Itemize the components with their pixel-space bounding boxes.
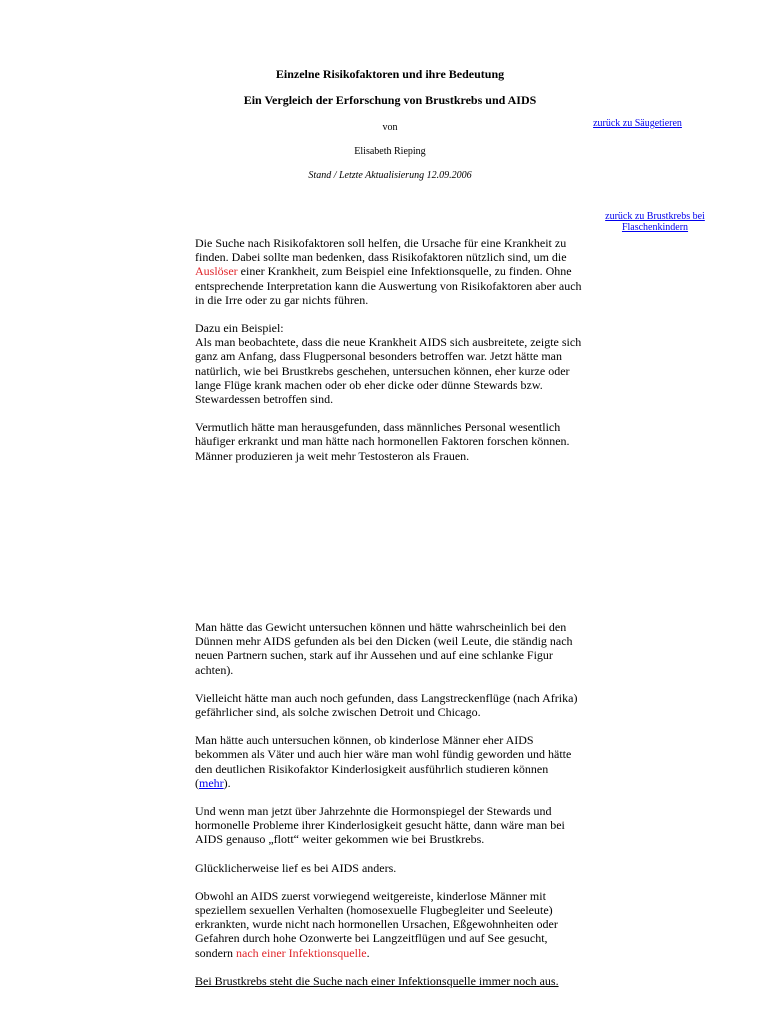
main-section xyxy=(195,620,585,988)
infection-highlight: nach einer Infektionsquelle xyxy=(236,945,367,960)
last-updated: Stand / Letzte Aktualisierung 12.09.2006 xyxy=(308,170,472,181)
example-heading: Dazu ein Beispiel: xyxy=(195,321,284,336)
back-to-mammals-link[interactable]: zurück zu Säugetieren xyxy=(593,118,682,129)
page-title: Einzelne Risikofaktoren und ihre Bedeutung xyxy=(275,67,505,81)
trigger-highlight: Auslöser xyxy=(195,264,238,279)
paragraph-childless: Man hätte auch untersuchen können, ob kinderlose Männer eher AIDS bekommen als Väter und auch hier wäre man wohl fündig geworden und hätte den deutlichen Risikofaktor Kinderlosigkeit ausführlich studieren können (mehr). xyxy=(195,733,572,790)
more-link[interactable]: mehr xyxy=(199,775,224,790)
back-to-bottle-fed-link[interactable] xyxy=(590,211,720,233)
back-to-bottle-fed-line2: Flaschenkindern xyxy=(621,222,689,233)
paragraph-long-haul: Vielleicht hätte man auch noch gefunden, dass Langstreckenflüge (nach Afrika) gefährlicher sind, als solche zwischen Detroit und Chicago. xyxy=(195,690,578,720)
author-name: Elisabeth Rieping xyxy=(354,146,426,157)
paragraph-weight: Man hätte das Gewicht untersuchen können und hätte wahrscheinlich bei den Dünnen mehr AIDS gefunden als bei den Dicken (weil Leute, die ständig nach neuen Partnern suchen, stark auf ihr Aussehen und auf eine schlanke Figur achten). xyxy=(195,620,573,677)
paragraph-fortunately: Glücklicherweise lief es bei AIDS anders. xyxy=(195,860,397,875)
page-subtitle: Ein Vergleich der Erforschung von Brustkrebs und AIDS xyxy=(243,93,537,107)
byline-von: von xyxy=(382,122,398,133)
paragraph-hormones: Und wenn man jetzt über Jahrzehnte die Hormonspiegel der Stewards und hormonelle Probleme ihrer Kinderlosigkeit gesucht hätte, dann wäre man bei AIDS genauso „flott“ weiter gekommen wie bei Brustkrebs. xyxy=(195,804,565,847)
paragraph-testosterone: Vermutlich hätte man herausgefunden, dass männliches Personal wesentlich häufiger erkrankt und man hätte nach hormonellen Faktoren forschen können. Männer produzieren ja weit mehr Testosteron als Frauen. xyxy=(195,420,570,463)
paragraph-conclusion: Bei Brustkrebs steht die Suche nach einer Infektionsquelle immer noch aus. xyxy=(195,973,559,988)
paragraph-risk-factors: Die Suche nach Risikofaktoren soll helfen, die Ursache für eine Krankheit zu finden. Dabei sollte man bedenken, dass Risikofaktoren nützlich sind, um die Auslöser einer Krankheit, zum Beispiel eine Infektionsquelle, zu finden. Ohne entsprechende Interpretation kann die Auswertung von Risikofaktoren aber auch in die Irre oder zu gar nichts führen. xyxy=(195,236,582,307)
intro-section xyxy=(195,236,585,463)
paragraph-infection-source: Obwohl an AIDS zuerst vorwiegend weitgereiste, kinderlose Männer mit speziellem sexuellen Verhalten (homosexuelle Flugbegleiter und Seeleute) erkrankten, wurde nicht nach hormonellen Ursachen, Eßgewohnheiten oder Gefahren durch hohe Ozonwerte bei Langzeitflügen und auf See gesucht, sondern nach einer Infektionsquelle. xyxy=(195,888,558,960)
back-to-bottle-fed-line1: zurück zu Brustkrebs bei xyxy=(605,211,705,222)
paragraph-example: Dazu ein Beispiel: Als man beobachtete, dass die neue Krankheit AIDS sich ausbreitete, zeigte sich ganz am Anfang, dass Flugpersonal besonders betroffen war. Jetzt hätte man natürlich, wie bei Brustkrebs geschehen, untersuchen können, eher kurze oder lange Flüge krank machen oder ob eher dicke oder dünne Stewards bzw. Stewardessen betroffen sind. xyxy=(195,321,582,407)
